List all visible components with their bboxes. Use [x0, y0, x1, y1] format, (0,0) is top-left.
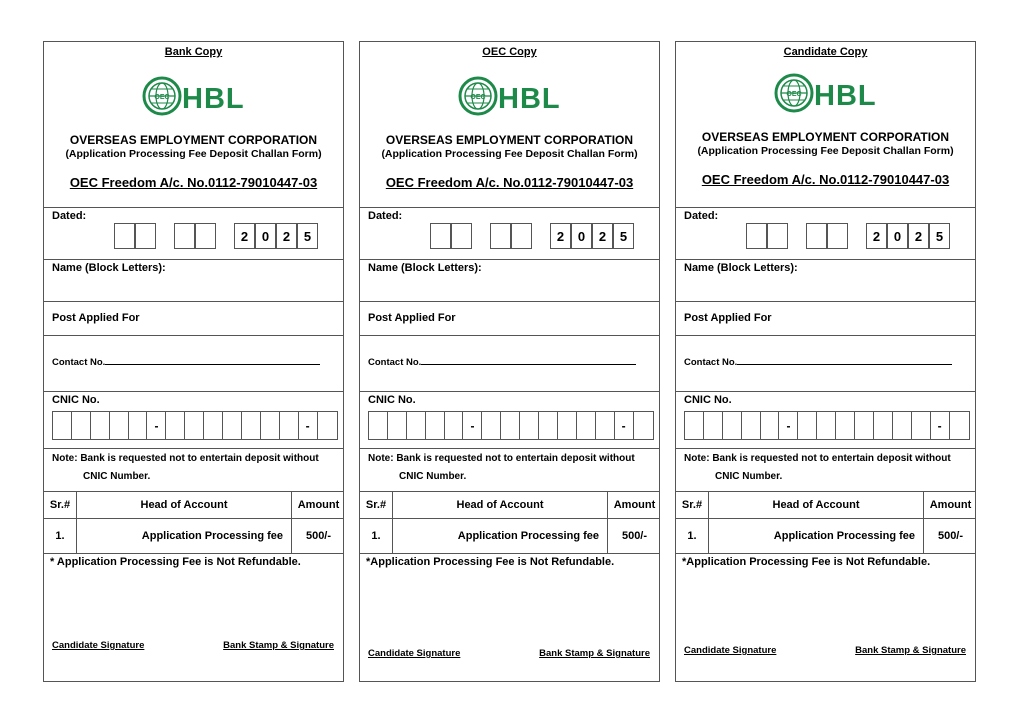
cnic-digit-box[interactable]: [855, 412, 874, 439]
date-field: [114, 223, 333, 250]
contact-label: Contact No.: [684, 357, 738, 368]
challan-bank-copy: [43, 41, 344, 682]
cnic-digit-box[interactable]: [836, 412, 855, 439]
refund-note: *Application Processing Fee is Not Refundable.: [682, 556, 931, 568]
hbl-logo: [458, 75, 570, 117]
corporation-name: OVERSEAS EMPLOYMENT CORPORATION: [385, 133, 634, 147]
cnic-digit-box[interactable]: [501, 412, 520, 439]
cnic-dash: -: [464, 412, 483, 439]
cnic-digit-box[interactable]: [204, 412, 223, 439]
bank-stamp-signature: Bank Stamp & Signature: [223, 640, 334, 651]
post-label: Post Applied For: [684, 312, 772, 324]
cnic-digit-box[interactable]: [704, 412, 723, 439]
date-box[interactable]: [430, 223, 451, 249]
svg-text:HBL: HBL: [182, 83, 245, 115]
post-label: Post Applied For: [368, 312, 456, 324]
cnic-digit-box[interactable]: [577, 412, 596, 439]
cnic-digit-box[interactable]: [407, 412, 426, 439]
date-box[interactable]: [490, 223, 511, 249]
date-year-digit: 0: [887, 223, 908, 249]
cnic-digit-box[interactable]: [798, 412, 817, 439]
name-field[interactable]: [368, 278, 651, 298]
col-sr-header: Sr.#: [49, 499, 71, 511]
form-title: (Application Processing Fee Deposit Challan Form): [381, 148, 638, 160]
cnic-field: [684, 411, 970, 440]
date-box[interactable]: [746, 223, 767, 249]
corporation-name: OVERSEAS EMPLOYMENT CORPORATION: [69, 133, 318, 147]
row-sr: 1.: [687, 530, 697, 542]
hbl-logo-icon: [774, 72, 886, 114]
cnic-digit-box[interactable]: [426, 412, 445, 439]
cnic-digit-box[interactable]: [91, 412, 110, 439]
cnic-note: Note: Bank is requested not to entertain deposit without CNIC Number.: [368, 453, 635, 482]
cnic-dash: -: [148, 412, 167, 439]
bank-stamp-signature: Bank Stamp & Signature: [539, 648, 650, 659]
date-box[interactable]: [806, 223, 827, 249]
cnic-field: [368, 411, 654, 440]
cnic-note: Note: Bank is requested not to entertain deposit without CNIC Number.: [52, 453, 319, 482]
cnic-digit-box[interactable]: [685, 412, 704, 439]
cnic-dash: -: [931, 412, 950, 439]
date-year-digit: 0: [255, 223, 276, 249]
row-amount: 500/-: [305, 530, 332, 542]
cnic-digit-box[interactable]: [72, 412, 91, 439]
candidate-signature: Candidate Signature: [684, 645, 777, 656]
cnic-digit-box[interactable]: [596, 412, 615, 439]
cnic-note: Note: Bank is requested not to entertain deposit without CNIC Number.: [684, 453, 951, 482]
name-label: Name (Block Letters):: [368, 262, 482, 274]
name-label: Name (Block Letters):: [684, 262, 798, 274]
name-field[interactable]: [52, 278, 335, 298]
svg-text:OEC: OEC: [154, 94, 170, 101]
row-sr: 1.: [371, 530, 381, 542]
date-year-digit: 5: [297, 223, 318, 249]
cnic-label: CNIC No.: [684, 394, 732, 406]
cnic-digit-box[interactable]: [129, 412, 148, 439]
cnic-label: CNIC No.: [52, 394, 100, 406]
challan-candidate-copy: [675, 41, 976, 682]
row-sr: 1.: [55, 530, 65, 542]
form-title: (Application Processing Fee Deposit Challan Form): [697, 145, 954, 157]
contact-field[interactable]: [368, 357, 636, 368]
col-amount-header: Amount: [613, 499, 656, 511]
post-label: Post Applied For: [52, 312, 140, 324]
date-year-digit: 2: [234, 223, 255, 249]
contact-field[interactable]: [52, 357, 320, 368]
row-head: Application Processing fee: [457, 530, 599, 542]
date-field: [430, 223, 649, 250]
copy-label: OEC Copy: [482, 46, 537, 58]
cnic-digit-box[interactable]: [893, 412, 912, 439]
cnic-digit-box[interactable]: [318, 412, 337, 439]
refund-note: *Application Processing Fee is Not Refundable.: [366, 556, 615, 568]
copy-label: Bank Copy: [164, 46, 223, 58]
cnic-dash: -: [615, 412, 634, 439]
cnic-digit-box[interactable]: [388, 412, 407, 439]
date-year-digit: 5: [613, 223, 634, 249]
cnic-digit-box[interactable]: [261, 412, 280, 439]
cnic-digit-box[interactable]: [110, 412, 129, 439]
cnic-digit-box[interactable]: [539, 412, 558, 439]
date-year-digit: 2: [276, 223, 297, 249]
date-box[interactable]: [451, 223, 472, 249]
date-box[interactable]: [511, 223, 532, 249]
account-number: OEC Freedom A/c. No.0112-79010447-03: [385, 175, 634, 190]
date-year-digit: 0: [571, 223, 592, 249]
cnic-digit-box[interactable]: [912, 412, 931, 439]
col-head-header: Head of Account: [140, 499, 228, 511]
cnic-digit-box[interactable]: [242, 412, 261, 439]
date-box[interactable]: [827, 223, 848, 249]
candidate-signature: Candidate Signature: [52, 640, 145, 651]
cnic-digit-box[interactable]: [723, 412, 742, 439]
date-year-digit: 2: [866, 223, 887, 249]
col-head-header: Head of Account: [456, 499, 544, 511]
cnic-field: [52, 411, 338, 440]
svg-text:OEC: OEC: [470, 94, 486, 101]
hbl-logo: [142, 75, 254, 117]
cnic-digit-box[interactable]: [482, 412, 501, 439]
cnic-digit-box[interactable]: [558, 412, 577, 439]
dated-label: Dated:: [52, 210, 87, 222]
hbl-logo: [774, 72, 886, 114]
col-sr-header: Sr.#: [365, 499, 387, 511]
cnic-digit-box[interactable]: [223, 412, 242, 439]
cnic-digit-box[interactable]: [761, 412, 780, 439]
name-label: Name (Block Letters):: [52, 262, 166, 274]
date-box[interactable]: [174, 223, 195, 249]
cnic-dash: -: [780, 412, 799, 439]
account-number: OEC Freedom A/c. No.0112-79010447-03: [701, 172, 950, 187]
col-head-header: Head of Account: [772, 499, 860, 511]
refund-note: * Application Processing Fee is Not Refundable.: [50, 556, 301, 568]
row-head: Application Processing fee: [773, 530, 915, 542]
dated-label: Dated:: [368, 210, 403, 222]
row-head: Application Processing fee: [141, 530, 283, 542]
svg-text:OEC: OEC: [786, 91, 802, 98]
date-year-digit: 5: [929, 223, 950, 249]
row-amount: 500/-: [621, 530, 648, 542]
date-box[interactable]: [135, 223, 156, 249]
dated-label: Dated:: [684, 210, 719, 222]
date-year-digit: 2: [550, 223, 571, 249]
cnic-digit-box[interactable]: [53, 412, 72, 439]
date-box[interactable]: [767, 223, 788, 249]
candidate-signature: Candidate Signature: [368, 648, 461, 659]
col-amount-header: Amount: [929, 499, 972, 511]
contact-label: Contact No.: [368, 357, 422, 368]
cnic-digit-box[interactable]: [369, 412, 388, 439]
hbl-logo-icon: [458, 75, 570, 117]
copy-label: Candidate Copy: [783, 46, 868, 58]
form-title: (Application Processing Fee Deposit Challan Form): [65, 148, 322, 160]
date-field: [746, 223, 965, 250]
cnic-digit-box[interactable]: [520, 412, 539, 439]
date-year-digit: 2: [592, 223, 613, 249]
cnic-digit-box[interactable]: [817, 412, 836, 439]
date-box[interactable]: [114, 223, 135, 249]
hbl-logo-icon: [142, 75, 254, 117]
cnic-digit-box[interactable]: [280, 412, 299, 439]
date-year-digit: 2: [908, 223, 929, 249]
bank-stamp-signature: Bank Stamp & Signature: [855, 645, 966, 656]
cnic-digit-box[interactable]: [742, 412, 761, 439]
cnic-digit-box[interactable]: [185, 412, 204, 439]
challan-oec-copy: [359, 41, 660, 682]
col-amount-header: Amount: [297, 499, 340, 511]
row-amount: 500/-: [937, 530, 964, 542]
cnic-digit-box[interactable]: [950, 412, 969, 439]
corporation-name: OVERSEAS EMPLOYMENT CORPORATION: [701, 130, 950, 144]
contact-label: Contact No.: [52, 357, 106, 368]
svg-text:HBL: HBL: [498, 83, 561, 115]
cnic-digit-box[interactable]: [634, 412, 653, 439]
cnic-digit-box[interactable]: [166, 412, 185, 439]
contact-field[interactable]: [684, 357, 952, 368]
cnic-digit-box[interactable]: [874, 412, 893, 439]
account-number: OEC Freedom A/c. No.0112-79010447-03: [69, 175, 318, 190]
col-sr-header: Sr.#: [681, 499, 703, 511]
cnic-label: CNIC No.: [368, 394, 416, 406]
name-field[interactable]: [684, 278, 967, 298]
svg-text:HBL: HBL: [814, 80, 877, 112]
cnic-dash: -: [299, 412, 318, 439]
date-box[interactable]: [195, 223, 216, 249]
cnic-digit-box[interactable]: [445, 412, 464, 439]
